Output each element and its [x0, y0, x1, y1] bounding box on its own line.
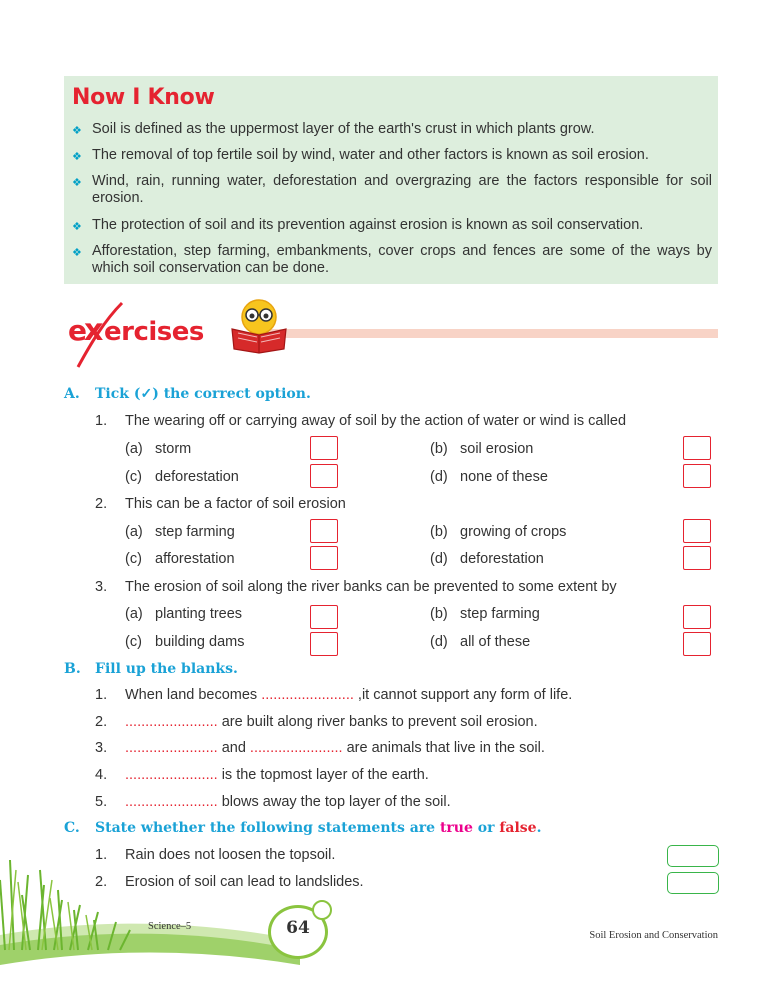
tick-box-1b[interactable] — [683, 436, 711, 460]
grass-decoration — [0, 840, 783, 1000]
footer-chapter-title: Soil Erosion and Conservation — [589, 930, 718, 941]
tick-box-2d[interactable] — [683, 546, 711, 570]
blank-line[interactable]: ....................... — [125, 740, 218, 756]
reading-emoji-icon — [232, 300, 286, 353]
diamond-bullet-icon: ❖ — [72, 125, 82, 137]
blank-line[interactable]: ....................... — [125, 767, 218, 783]
page-number-dot — [312, 900, 332, 920]
blank-line[interactable]: ....................... — [249, 740, 343, 756]
summary-bullet: ❖ Afforestation, step farming, embankments, cover crops and fences are some of the ways by which soil conservation can be done. — [72, 243, 712, 276]
tick-box-3d[interactable] — [683, 632, 711, 656]
tick-box-1c[interactable] — [310, 464, 338, 488]
option-1c: (c) deforestation — [125, 469, 239, 485]
exercises-logo-e: e — [68, 314, 87, 347]
option-3d: (d) all of these — [430, 634, 531, 650]
exercises-logo — [60, 295, 300, 375]
option-1b: (b) soil erosion — [430, 441, 534, 457]
summary-bullet: ❖ The removal of top fertile soil by wind, water and other factors is known as soil erosion. — [72, 147, 712, 164]
option-2d: (d) deforestation — [430, 551, 544, 567]
tick-box-3a[interactable] — [310, 605, 338, 629]
option-2b: (b) growing of crops — [430, 524, 567, 540]
tick-box-3c[interactable] — [310, 632, 338, 656]
tick-box-2c[interactable] — [310, 546, 338, 570]
summary-bullet: ❖ The protection of soil and its prevention against erosion is known as soil conservation. — [72, 217, 712, 234]
page-number: 64 — [286, 918, 310, 938]
blank-line[interactable]: ....................... — [261, 687, 354, 703]
diamond-bullet-icon: ❖ — [72, 177, 82, 189]
tick-box-3b[interactable] — [683, 605, 711, 629]
blank-line[interactable]: ....................... — [125, 714, 218, 730]
tick-box-1a[interactable] — [310, 436, 338, 460]
exercises-logo-rest: ercises — [104, 317, 204, 347]
tick-box-2a[interactable] — [310, 519, 338, 543]
diamond-bullet-icon: ❖ — [72, 221, 82, 233]
option-2c: (c) afforestation — [125, 551, 235, 567]
diamond-bullet-icon: ❖ — [72, 151, 82, 163]
tick-mark-icon: ✓ — [140, 386, 153, 402]
diamond-bullet-icon: ❖ — [72, 247, 82, 259]
summary-bullet: ❖ Wind, rain, running water, deforestation and overgrazing are the factors responsible for soil erosion. — [72, 173, 712, 206]
tick-box-2b[interactable] — [683, 519, 711, 543]
now-i-know-title: Now I Know — [72, 85, 215, 110]
exercises-band — [250, 329, 718, 338]
exercises-logo-x: x — [84, 313, 104, 348]
option-1a: (a) storm — [125, 441, 192, 457]
option-3a: (a) planting trees — [125, 606, 243, 622]
summary-bullet: ❖ Soil is defined as the uppermost layer of the earth's crust in which plants grow. — [72, 121, 712, 138]
option-1d: (d) none of these — [430, 469, 548, 485]
blank-line[interactable]: ....................... — [125, 794, 218, 810]
option-2a: (a) step farming — [125, 524, 235, 540]
option-3c: (c) building dams — [125, 634, 245, 650]
tick-box-1d[interactable] — [683, 464, 711, 488]
footer-book-title: Science–5 — [148, 921, 192, 932]
option-3b: (b) step farming — [430, 606, 540, 622]
